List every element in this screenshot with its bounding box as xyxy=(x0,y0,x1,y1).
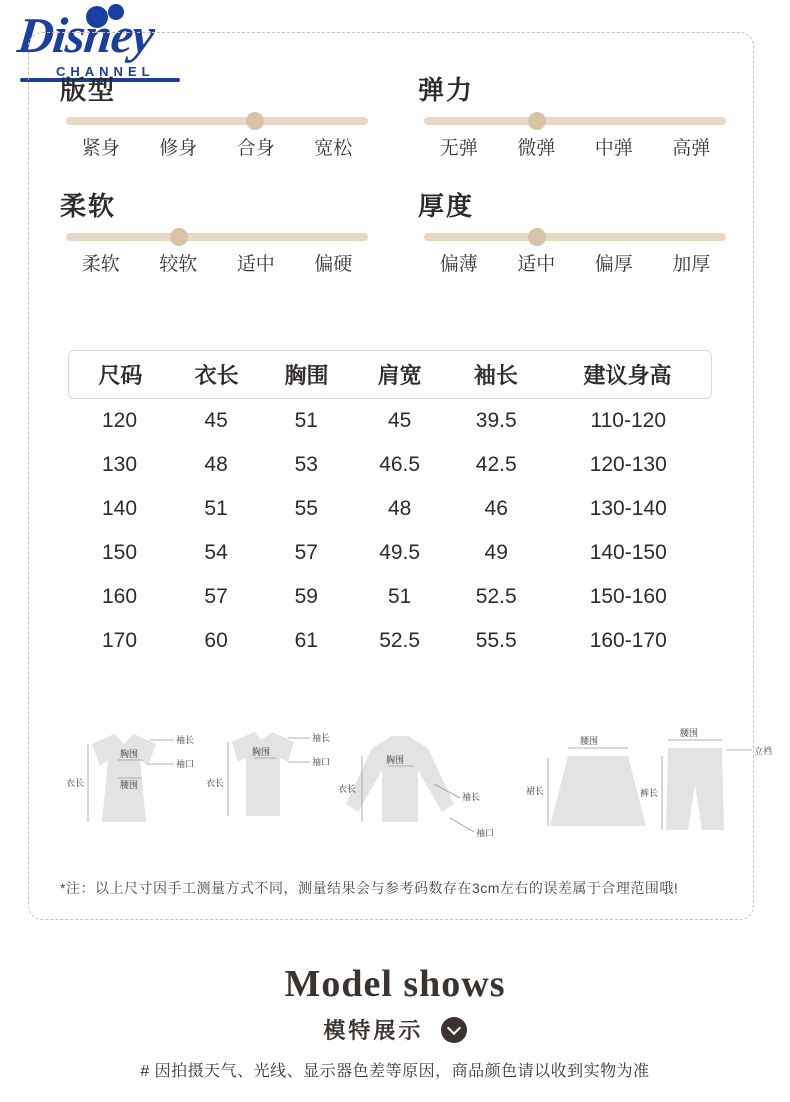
table-cell: 170 xyxy=(101,629,138,652)
brand-sub: CHANNEL xyxy=(56,64,155,79)
attribute-title: 厚度 xyxy=(418,191,475,221)
table-cell: 49.5 xyxy=(379,541,421,564)
table-cell: 130-140 xyxy=(589,497,667,520)
table-cell: 46.5 xyxy=(379,453,421,476)
table-cell: 51 xyxy=(294,409,318,432)
table-cell: 150 xyxy=(101,541,138,564)
table-cell: 57 xyxy=(204,585,228,608)
attribute-section xyxy=(60,70,732,302)
diagram-label: 腰围 xyxy=(580,736,599,746)
attribute-option: 偏薄 xyxy=(439,254,478,275)
table-cell: 53 xyxy=(294,453,318,476)
table-cell: 61 xyxy=(294,629,318,652)
attribute-slider[interactable] xyxy=(424,117,726,125)
diagram-label: 裤长 xyxy=(640,788,659,798)
diagram-label: 袖口 xyxy=(476,828,495,838)
diagram-label: 腰围 xyxy=(680,728,699,738)
diagram-label: 胸围 xyxy=(252,747,271,757)
slider-knob[interactable] xyxy=(170,228,188,246)
table-cell: 130 xyxy=(101,453,138,476)
diagram-label: 衣长 xyxy=(206,778,225,788)
table-header-cell: 尺码 xyxy=(98,363,143,388)
measurement-note: *注：以上尺寸因手工测量方式不同，测量结果会与参考码数存在3cm左右的误差属于合理范围哦! xyxy=(60,880,679,896)
attribute-option: 微弹 xyxy=(517,138,556,159)
diagram-label: 裙长 xyxy=(526,786,545,796)
table-row xyxy=(68,531,712,575)
table-row xyxy=(68,575,712,619)
attribute-option: 适中 xyxy=(517,254,556,275)
diagram-label: 衣长 xyxy=(66,778,85,788)
attribute-slider[interactable] xyxy=(424,233,726,241)
diagram-label: 袖长 xyxy=(176,735,195,745)
attribute-elasticity xyxy=(418,70,732,160)
table-cell: 48 xyxy=(204,453,228,476)
model-shows-title: Model shows xyxy=(284,963,506,1005)
table-cell: 120 xyxy=(101,409,138,432)
table-cell: 52.5 xyxy=(379,629,421,652)
table-header-cell: 袖长 xyxy=(473,363,518,388)
diagram-label: 衣长 xyxy=(338,784,357,794)
table-header-cell: 衣长 xyxy=(194,363,239,388)
table-cell: 46 xyxy=(484,497,508,520)
attribute-option: 偏硬 xyxy=(314,254,353,275)
attribute-option: 中弹 xyxy=(594,138,633,159)
attribute-thickness xyxy=(418,186,732,276)
table-cell: 45 xyxy=(387,409,412,432)
diagram-label: 袖长 xyxy=(312,733,331,743)
attribute-option: 适中 xyxy=(236,254,275,275)
table-header-row xyxy=(68,350,712,399)
attribute-option: 加厚 xyxy=(672,254,711,275)
attribute-options xyxy=(60,249,374,276)
table-cell: 160 xyxy=(101,585,138,608)
table-cell: 48 xyxy=(387,497,412,520)
table-cell: 60 xyxy=(204,629,228,652)
attribute-option: 修身 xyxy=(159,138,198,159)
model-shows-subtitle-text: 模特展示 xyxy=(323,1018,424,1043)
attribute-option: 宽松 xyxy=(314,138,353,159)
table-header-cell: 肩宽 xyxy=(377,363,422,388)
attribute-slider[interactable] xyxy=(66,233,368,241)
slider-knob[interactable] xyxy=(246,112,264,130)
table-cell: 52.5 xyxy=(475,585,517,608)
table-cell: 150-160 xyxy=(589,585,667,608)
table-cell: 51 xyxy=(387,585,412,608)
table-row xyxy=(68,619,712,663)
table-cell: 57 xyxy=(294,541,318,564)
table-cell: 140-150 xyxy=(589,541,667,564)
brand-name: Disney xyxy=(15,7,157,63)
attribute-options xyxy=(418,249,732,276)
table-cell: 55.5 xyxy=(475,629,517,652)
attribute-row-2 xyxy=(60,186,732,302)
attribute-options xyxy=(418,133,732,160)
attribute-row-1 xyxy=(60,70,732,186)
size-table xyxy=(68,350,712,663)
attribute-title: 柔软 xyxy=(60,191,117,221)
attribute-option: 高弹 xyxy=(672,138,711,159)
attribute-option: 偏厚 xyxy=(594,254,633,275)
table-cell: 110-120 xyxy=(590,409,666,432)
diagram-label: 立裆 xyxy=(754,746,773,756)
measurement-diagrams xyxy=(62,726,773,866)
table-cell: 160-170 xyxy=(589,629,667,652)
chevron-down-icon[interactable] xyxy=(441,1017,467,1043)
diagram-label: 胸围 xyxy=(120,749,139,759)
attribute-softness xyxy=(60,186,374,276)
diagram-label: 袖口 xyxy=(176,759,195,769)
model-shows-subtitle xyxy=(0,1014,790,1045)
attribute-option: 柔软 xyxy=(81,254,120,275)
table-header-cell: 胸围 xyxy=(284,363,329,388)
color-disclaimer: # 因拍摄天气、光线、显示器色差等原因，商品颜色请以收到实物为准 xyxy=(140,1063,650,1080)
diagram-label: 袖长 xyxy=(462,792,481,802)
table-cell: 49 xyxy=(484,541,508,564)
attribute-option: 合身 xyxy=(236,138,275,159)
table-cell: 42.5 xyxy=(475,453,517,476)
table-cell: 54 xyxy=(204,541,228,564)
attribute-options xyxy=(60,133,374,160)
diagram-label: 袖口 xyxy=(312,757,331,767)
attribute-fit xyxy=(60,70,374,160)
table-header-cell: 建议身高 xyxy=(583,363,672,388)
diagram-label: 腰围 xyxy=(120,780,139,790)
diagram-label: 胸围 xyxy=(386,755,405,765)
table-cell: 140 xyxy=(101,497,138,520)
table-cell: 55 xyxy=(294,497,318,520)
table-cell: 45 xyxy=(204,409,228,432)
table-row xyxy=(68,399,712,443)
attribute-title: 版型 xyxy=(60,75,117,105)
slider-knob[interactable] xyxy=(528,112,546,130)
attribute-option: 紧身 xyxy=(81,138,120,159)
table-row xyxy=(68,487,712,531)
table-cell: 39.5 xyxy=(475,409,517,432)
table-row xyxy=(68,443,712,487)
table-cell: 120-130 xyxy=(589,453,667,476)
table-cell: 51 xyxy=(204,497,228,520)
table-cell: 59 xyxy=(294,585,318,608)
slider-knob[interactable] xyxy=(528,228,546,246)
attribute-option: 无弹 xyxy=(439,138,478,159)
attribute-slider[interactable] xyxy=(66,117,368,125)
attribute-option: 较软 xyxy=(159,254,198,275)
attribute-title: 弹力 xyxy=(418,75,475,105)
